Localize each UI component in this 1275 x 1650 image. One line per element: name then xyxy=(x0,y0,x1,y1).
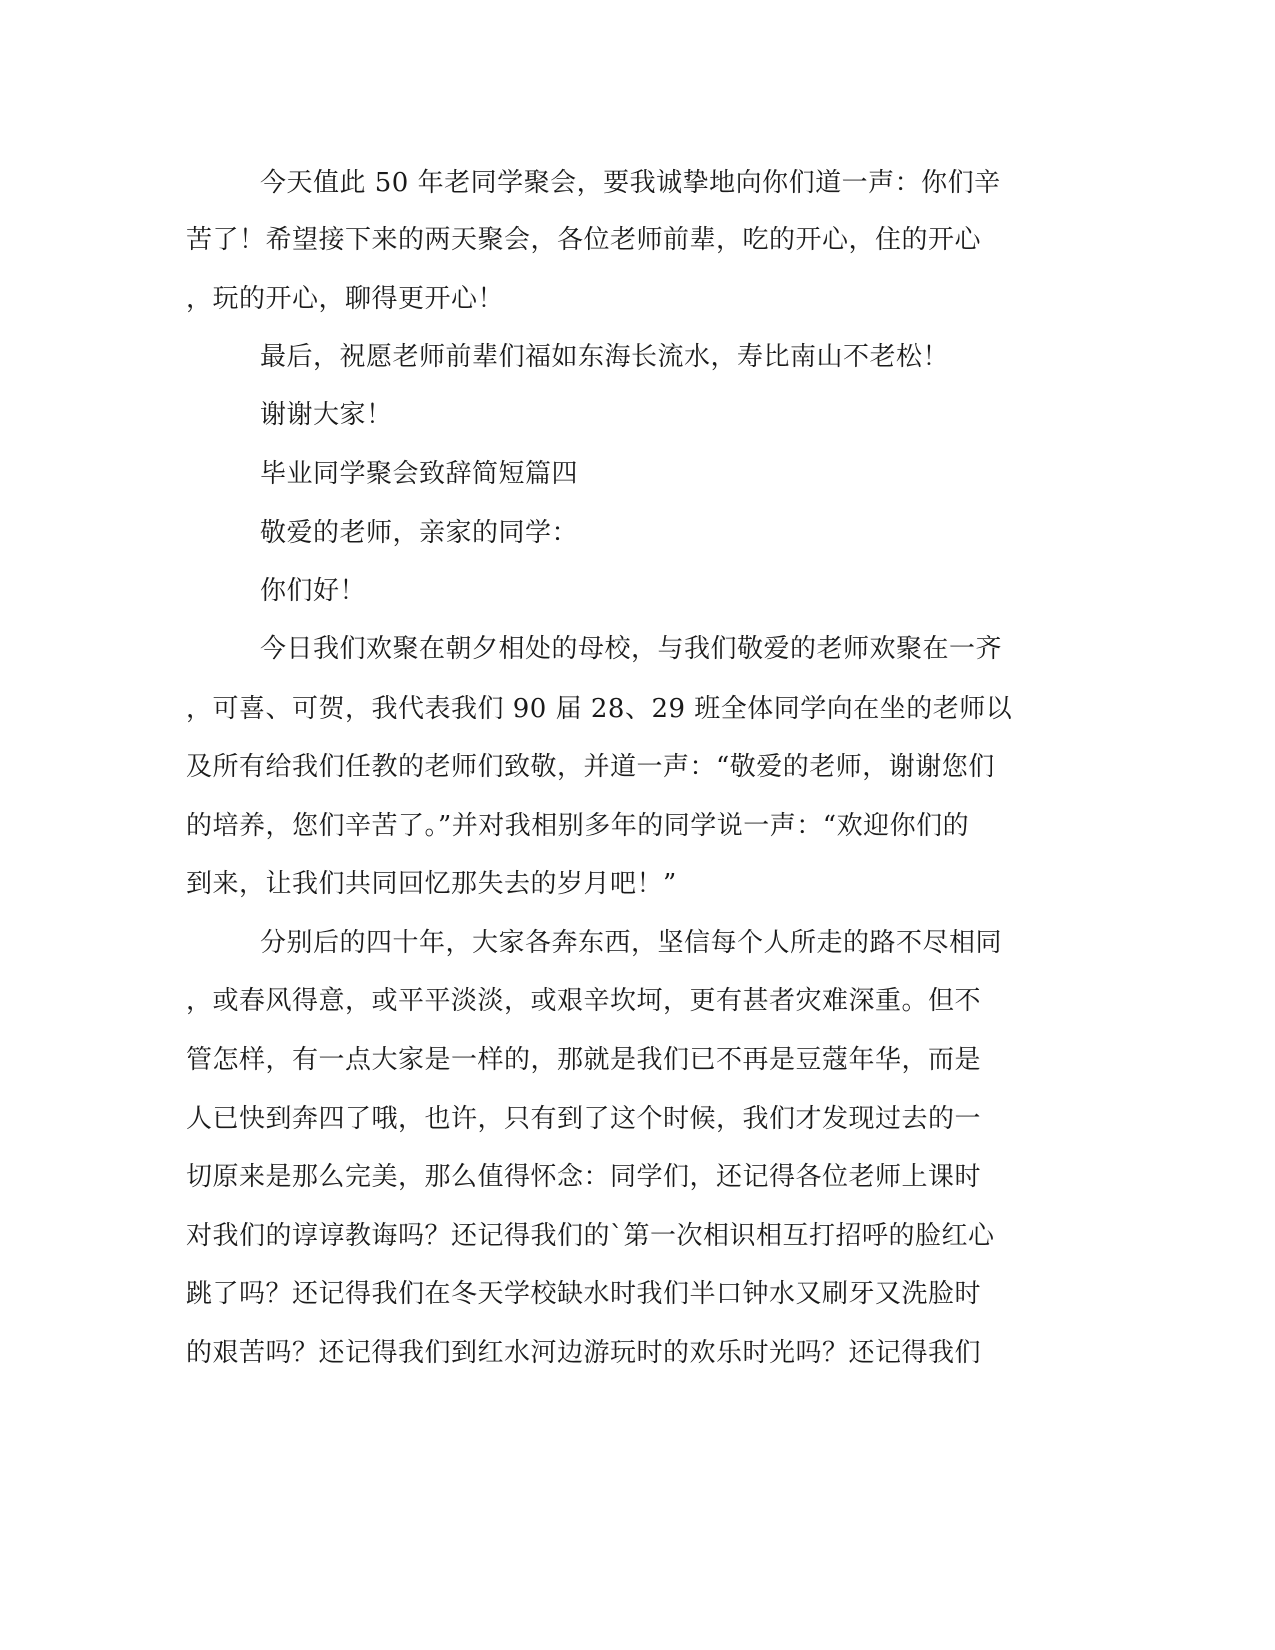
text-line: 苦了！希望接下来的两天聚会，各位老师前辈，吃的开心，住的开心 xyxy=(186,225,982,255)
text-line: 的艰苦吗？还记得我们到红水河边游玩时的欢乐时光吗？还记得我们 xyxy=(186,1338,982,1368)
greeting: 你们好！ xyxy=(260,576,367,606)
text-line: 今日我们欢聚在朝夕相处的母校，与我们敬爱的老师欢聚在一齐 xyxy=(260,634,1003,664)
text-line: 切原来是那么完美，那么值得怀念：同学们，还记得各位老师上课时 xyxy=(186,1162,982,1192)
text-line: 及所有给我们任教的老师们致敬，并道一声：“敬爱的老师，谢谢您们 xyxy=(186,752,995,782)
text-line: 跳了吗？还记得我们在冬天学校缺水时我们半口钟水又刷牙又洗脸时 xyxy=(186,1279,982,1309)
text-line: ，玩的开心，聊得更开心！ xyxy=(186,284,505,314)
text-line: 对我们的谆谆教诲吗？还记得我们的`第一次相识相互打招呼的脸红心 xyxy=(186,1221,995,1251)
text-line: 分别后的四十年，大家各奔东西，坚信每个人所走的路不尽相同 xyxy=(260,928,1003,958)
text-line: 的培养，您们辛苦了。”并对我相别多年的同学说一声：“欢迎你们的 xyxy=(186,811,970,841)
text-line: 最后，祝愿老师前辈们福如东海长流水，寿比南山不老松！ xyxy=(260,342,950,372)
text-line: 人已快到奔四了哦，也许，只有到了这个时候，我们才发现过去的一 xyxy=(186,1104,982,1134)
text-line: 到来，让我们共同回忆那失去的岁月吧！” xyxy=(186,869,677,899)
salutation: 敬爱的老师，亲家的同学： xyxy=(260,518,579,548)
text-line: 管怎样，有一点大家是一样的，那就是我们已不再是豆蔻年华，而是 xyxy=(186,1045,982,1075)
text-line: 谢谢大家！ xyxy=(260,400,393,430)
section-heading: 毕业同学聚会致辞简短篇四 xyxy=(260,459,579,489)
text-line: 今天值此 50 年老同学聚会，要我诚挚地向你们道一声：你们辛 xyxy=(260,168,1001,198)
text-line: ，可喜、可贺，我代表我们 90 届 28、29 班全体同学向在坐的老师以 xyxy=(186,694,1013,724)
text-line: ，或春风得意，或平平淡淡，或艰辛坎坷，更有甚者灾难深重。但不 xyxy=(186,986,982,1016)
